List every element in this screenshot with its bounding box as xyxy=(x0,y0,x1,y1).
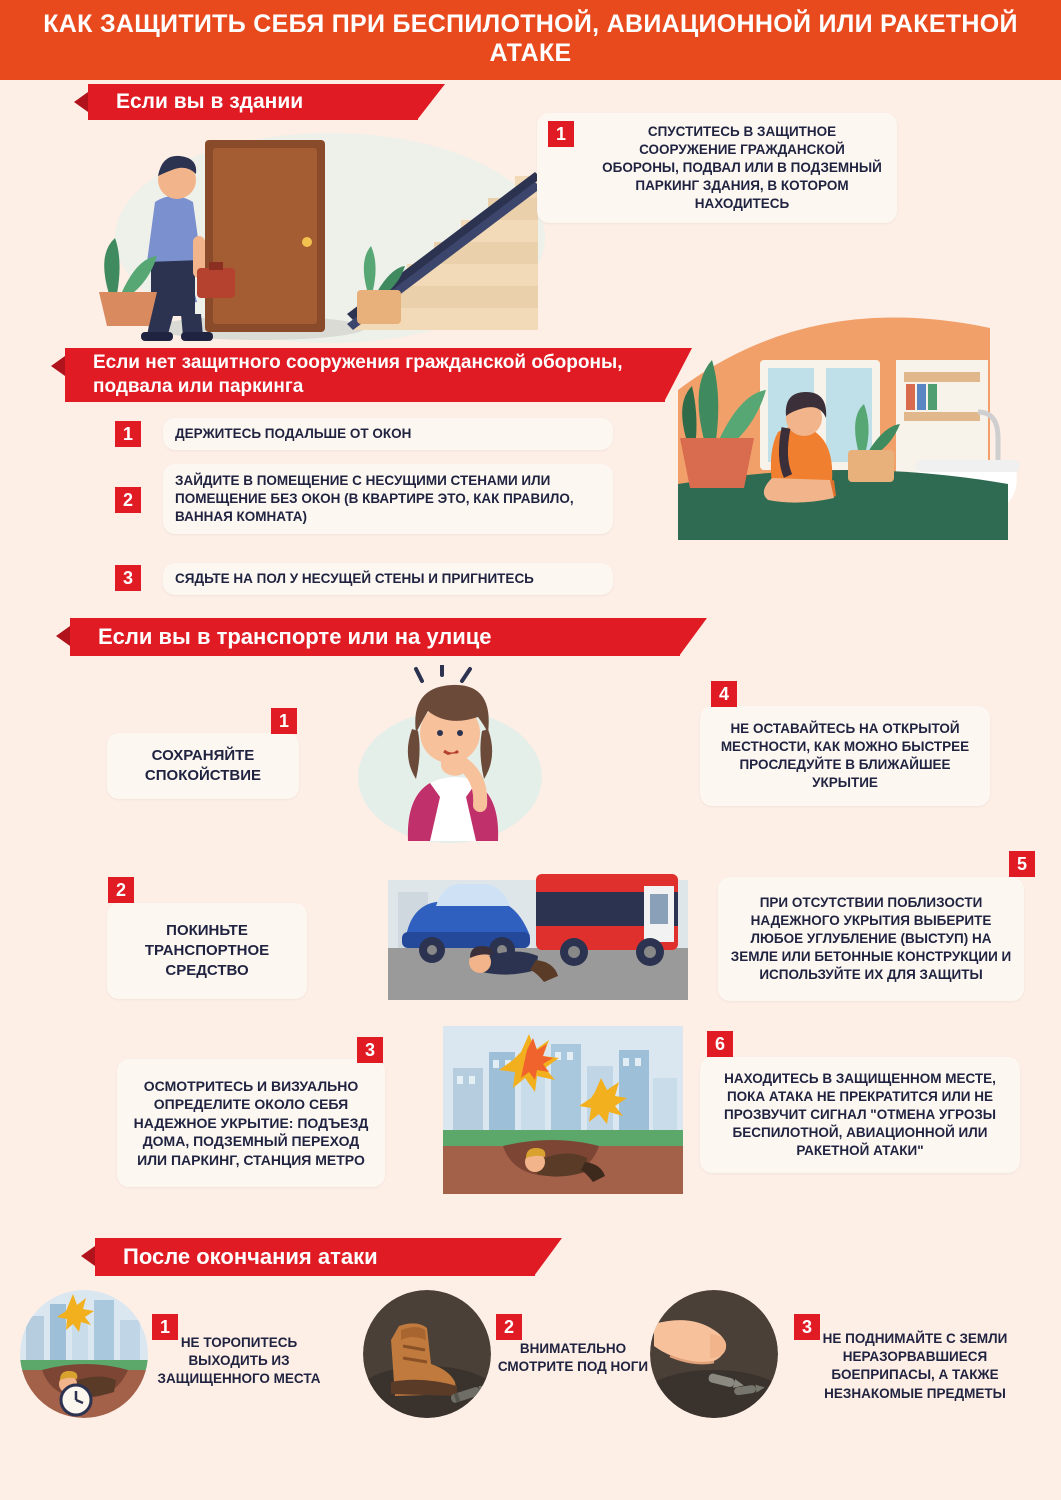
step-badge-transport-3: 3 xyxy=(357,1037,383,1063)
page-header xyxy=(0,0,1061,80)
step-card-noshelter-3: СЯДЬТЕ НА ПОЛ У НЕСУЩЕЙ СТЕНЫ И ПРИГНИТЕСЬ xyxy=(163,563,613,595)
step-badge-noshelter-2: 2 xyxy=(115,487,141,513)
illustration-city-explosion xyxy=(443,1026,683,1194)
step-badge-transport-6: 6 xyxy=(707,1031,733,1057)
page-title: КАК ЗАЩИТИТЬ СЕБЯ ПРИ БЕСПИЛОТНОЙ, АВИАЦИОННОЙ ИЛИ РАКЕТНОЙ АТАКЕ xyxy=(43,10,1018,67)
step-badge-after-1: 1 xyxy=(152,1314,178,1340)
step-badge-transport-5: 5 xyxy=(1009,851,1035,877)
step-text-after-2: ВНИМАТЕЛЬНО СМОТРИТЕ ПОД НОГИ xyxy=(497,1341,649,1375)
ribbon-tail xyxy=(534,1238,562,1276)
ribbon-label: Если вы в здании xyxy=(116,90,304,113)
step-card-transport-2: ПОКИНЬТЕ ТРАНСПОРТНОЕ СРЕДСТВО xyxy=(107,903,307,999)
step-card-noshelter-1: ДЕРЖИТЕСЬ ПОДАЛЬШЕ ОТ ОКОН xyxy=(163,418,613,450)
illustration-woman-bathroom xyxy=(660,300,1020,540)
section-ribbon-after xyxy=(95,1238,535,1276)
step-badge-transport-2: 2 xyxy=(108,877,134,903)
ribbon-tail xyxy=(679,618,707,656)
ribbon-label: Если нет защитного сооружения гражданской обороны, подвала или паркинга xyxy=(93,352,623,397)
step-card-building-1: СПУСТИТЕСЬ В ЗАЩИТНОЕ СООРУЖЕНИЕ ГРАЖДАНСКОЙ ОБОРОНЫ, ПОДВАЛ ИЛИ В ПОДЗЕМНЫЙ ПАРКИНГ ЗДАНИЯ, В КОТОРОМ НАХОДИТЕСЬ xyxy=(537,113,897,223)
step-text-after-3: НЕ ПОДНИМАЙТЕ С ЗЕМЛИ НЕРАЗОРВАВШИЕСЯ БОЕПРИПАСЫ, А ТАКЖЕ НЕЗНАКОМЫЕ ПРЕДМЕТЫ xyxy=(822,1331,1008,1401)
step-badge-noshelter-3: 3 xyxy=(115,565,141,591)
illustration-after-clock xyxy=(20,1290,148,1418)
step-badge-transport-4: 4 xyxy=(711,681,737,707)
illustration-after-hand xyxy=(650,1290,778,1418)
ribbon-tail xyxy=(417,84,445,120)
step-card-noshelter-2: ЗАЙДИТЕ В ПОМЕЩЕНИЕ С НЕСУЩИМИ СТЕНАМИ ИЛИ ПОМЕЩЕНИЕ БЕЗ ОКОН (В КВАРТИРЕ ЭТО, КАК ПРАВИЛО, ВАННАЯ КОМНАТА) xyxy=(163,464,613,534)
ribbon-label: После окончания атаки xyxy=(123,1244,378,1269)
section-ribbon-transport xyxy=(70,618,680,656)
step-card-transport-3: ОСМОТРИТЕСЬ И ВИЗУАЛЬНО ОПРЕДЕЛИТЕ ОКОЛО СЕБЯ НАДЕЖНОЕ УКРЫТИЕ: ПОДЪЕЗД ДОМА, ПОДЗЕМНЫЙ ПЕРЕХОД ИЛИ ПАРКИНГ, СТАНЦИЯ МЕТРО xyxy=(117,1059,385,1187)
illustration-woman-scared xyxy=(350,665,550,845)
step-badge-building-1: 1 xyxy=(548,121,574,147)
step-card-transport-6: НАХОДИТЕСЬ В ЗАЩИЩЕННОМ МЕСТЕ, ПОКА АТАКА НЕ ПРЕКРАТИТСЯ ИЛИ НЕ ПРОЗВУЧИТ СИГНАЛ "ОТМЕНА УГРОЗЫ БЕСПИЛОТНОЙ, АВИАЦИОННОЙ ИЛИ РАКЕТНОЙ АТАКИ" xyxy=(700,1057,1020,1173)
step-card-transport-4: НЕ ОСТАВАЙТЕСЬ НА ОТКРЫТОЙ МЕСТНОСТИ, КАК МОЖНО БЫСТРЕЕ ПРОСЛЕДУЙТЕ В БЛИЖАЙШЕЕ УКРЫТИЕ xyxy=(700,706,990,806)
illustration-man-door xyxy=(85,118,555,348)
step-card-transport-5: ПРИ ОТСУТСТВИИ ПОБЛИЗОСТИ НАДЕЖНОГО УКРЫТИЯ ВЫБЕРИТЕ ЛЮБОЕ УГЛУБЛЕНИЕ (ВЫСТУП) НА ЗЕМЛЕ ИЛИ БЕТОННЫЕ КОНСТРУКЦИИ И ИСПОЛЬЗУЙТЕ ИХ ДЛЯ ЗАЩИТЫ xyxy=(718,877,1024,1001)
step-card-transport-1: СОХРАНЯЙТЕ СПОКОЙСТВИЕ xyxy=(107,733,299,799)
step-badge-after-2: 2 xyxy=(496,1314,522,1340)
step-text-after-1: НЕ ТОРОПИТЕСЬ ВЫХОДИТЬ ИЗ ЗАЩИЩЕННОГО МЕСТА xyxy=(157,1335,321,1387)
ribbon-label: Если вы в транспорте или на улице xyxy=(98,624,492,649)
step-badge-transport-1: 1 xyxy=(271,708,297,734)
step-badge-after-3: 3 xyxy=(794,1314,820,1340)
step-badge-noshelter-1: 1 xyxy=(115,421,141,447)
illustration-after-boot xyxy=(363,1290,491,1418)
section-ribbon-noshelter xyxy=(65,348,665,402)
illustration-car-bus xyxy=(388,840,688,1000)
section-ribbon-building xyxy=(88,84,418,120)
